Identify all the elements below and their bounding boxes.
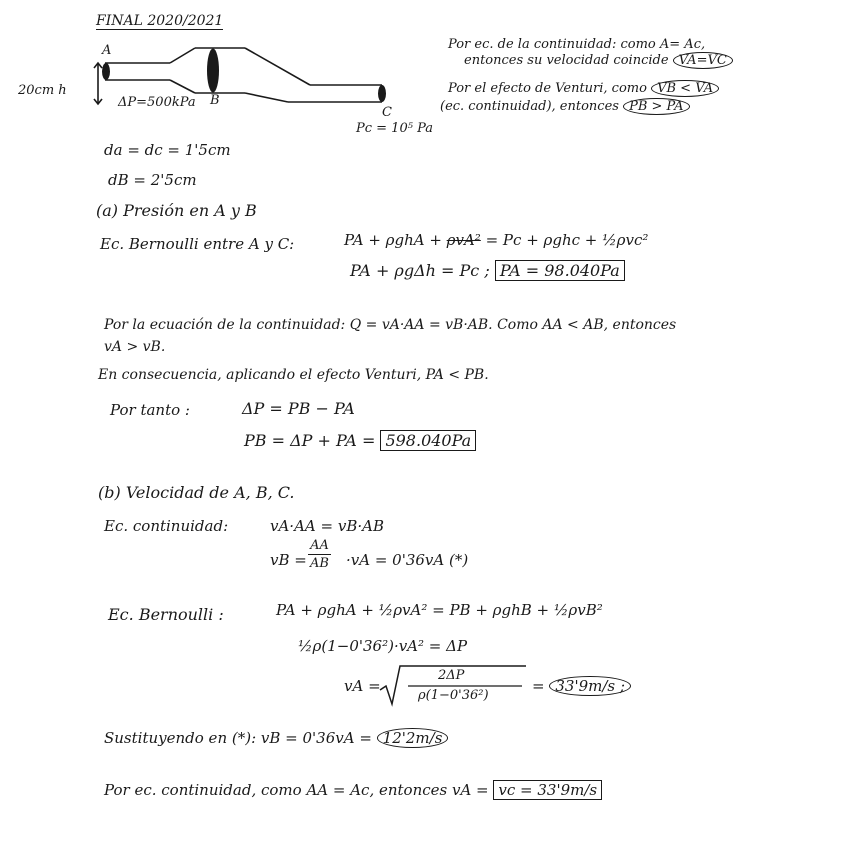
page-title: FINAL 2020/2021 (96, 13, 224, 29)
cont-line1: Por la ecuación de la continuidad: Q = vA·AA = vB·AB. Como AA < AB, entonces (104, 317, 677, 333)
part-b-title: (b) Velocidad de A, B, C. (98, 483, 295, 502)
vb-right: ·vA = 0'36vA (*) (346, 551, 469, 569)
eq1: PA + ρghA + ρvA² = Pc + ρghc + ½ρvc² (344, 231, 649, 249)
vb-va-oval: VB < VA (651, 80, 719, 97)
pb-result-box: 598.040Pa (380, 430, 476, 451)
cont-line2: vA > vB. (104, 339, 166, 355)
venturi-line: En consecuencia, aplicando el efecto Venturi, PA < PB. (98, 367, 489, 383)
final-line: Por ec. continuidad, como AA = Ac, entonces vA = vc = 33'9m/s (104, 782, 602, 799)
pa-result-box: PA = 98.040Pa (495, 260, 625, 281)
label-b: B (210, 93, 220, 108)
va-sqrt: 2ΔP ρ(1−0'36²) (378, 664, 568, 708)
por-tanto: Por tanto : (110, 401, 190, 419)
va-left: vA = (344, 677, 381, 695)
note-line2: entonces su velocidad coincide VA=VC (464, 54, 733, 68)
delta-p-label: ΔP=500kPa (118, 95, 196, 110)
va-vc-oval: VA=VC (673, 52, 733, 69)
note-line4: (ec. continuidad), entonces PB > PA (440, 100, 690, 114)
pb-equation: PB = ΔP + PA = 598.040Pa (244, 432, 476, 450)
va-result: = 33'9m/s ; (532, 678, 631, 695)
note-line3: Por el efecto de Venturi, como VB < VA (448, 82, 719, 96)
label-a: A (102, 43, 112, 58)
vb-fraction: AA AB (310, 538, 329, 571)
given-da: da = dc = 1'5cm (104, 141, 231, 159)
sustituyendo: Sustituyendo en (*): vB = 0'36vA = 12'2m/s (104, 730, 448, 747)
label-c: C (382, 105, 392, 120)
bern-label-b: Ec. Bernoulli : (108, 605, 224, 624)
vc-result-box: vc = 33'9m/s (493, 780, 602, 800)
vb-left: vB = (270, 551, 307, 569)
va-result-oval: 33'9m/s ; (549, 676, 631, 696)
part-a-title: (a) Presión en A y B (96, 201, 257, 220)
vb-result-oval: 12'2m/s (377, 728, 449, 748)
cont-label-b: Ec. continuidad: (104, 517, 229, 535)
note-line1: Por ec. de la continuidad: como A= Ac, (448, 37, 706, 52)
bern-eq-b: PA + ρghA + ½ρvA² = PB + ρghB + ½ρvB² (276, 601, 603, 619)
cont-eq-b: vA·AA = vB·AB (270, 517, 384, 535)
half-eq: ½ρ(1−0'36²)·vA² = ΔP (298, 637, 468, 655)
pc-label: Pc = 10⁵ Pa (356, 121, 433, 136)
pb-pa-oval: PB > PA (623, 98, 689, 115)
height-label: 20cm h (18, 83, 67, 98)
dp-equation: ΔP = PB − PA (242, 399, 355, 418)
eq2: PA + ρgΔh = Pc ; PA = 98.040Pa (350, 262, 625, 280)
bernoulli-label: Ec. Bernoulli entre A y C: (100, 235, 295, 253)
given-db: dB = 2'5cm (108, 171, 197, 189)
